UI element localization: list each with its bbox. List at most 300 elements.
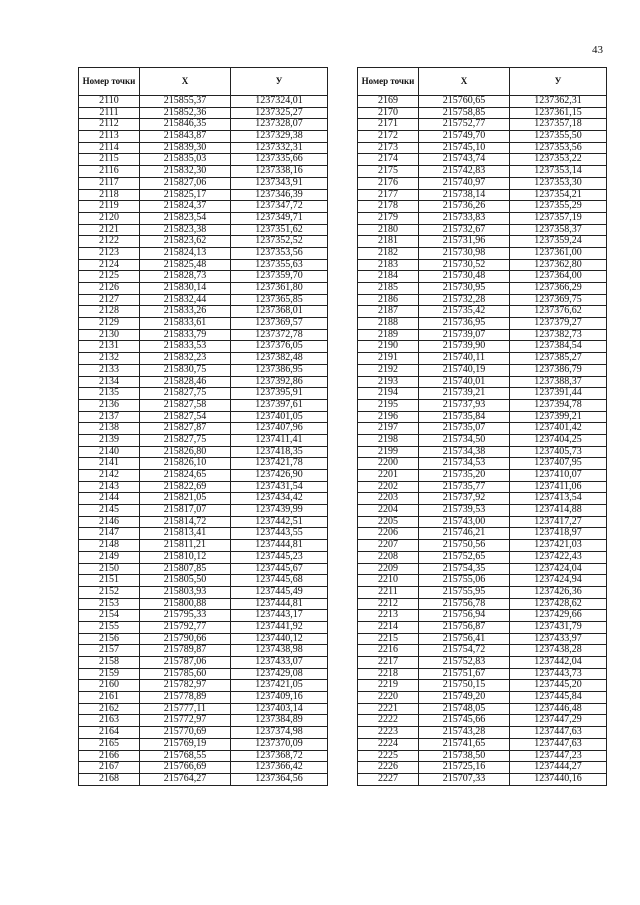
cell-x: 215778,89 bbox=[140, 692, 231, 704]
cell-y: 1237359,24 bbox=[510, 236, 607, 248]
cell-x: 215825,17 bbox=[140, 189, 231, 201]
cell-y: 1237329,38 bbox=[231, 131, 328, 143]
cell-x: 215737,93 bbox=[419, 399, 510, 411]
cell-x: 215707,33 bbox=[419, 773, 510, 785]
cell-y: 1237424,04 bbox=[510, 563, 607, 575]
cell-point-number: 2197 bbox=[358, 423, 419, 435]
table-row bbox=[358, 575, 607, 587]
cell-point-number: 2143 bbox=[79, 481, 140, 493]
cell-x: 215732,28 bbox=[419, 294, 510, 306]
cell-y: 1237376,62 bbox=[510, 306, 607, 318]
table-row bbox=[358, 154, 607, 166]
cell-point-number: 2175 bbox=[358, 166, 419, 178]
cell-x: 215770,69 bbox=[140, 727, 231, 739]
cell-point-number: 2206 bbox=[358, 528, 419, 540]
cell-y: 1237426,36 bbox=[510, 586, 607, 598]
cell-x: 215748,05 bbox=[419, 703, 510, 715]
table-row bbox=[79, 423, 328, 435]
cell-x: 215752,83 bbox=[419, 657, 510, 669]
cell-y: 1237382,48 bbox=[231, 353, 328, 365]
cell-y: 1237431,54 bbox=[231, 481, 328, 493]
cell-point-number: 2200 bbox=[358, 458, 419, 470]
table-row bbox=[79, 271, 328, 283]
cell-y: 1237353,22 bbox=[510, 154, 607, 166]
cell-point-number: 2162 bbox=[79, 703, 140, 715]
cell-y: 1237362,31 bbox=[510, 96, 607, 108]
table-row bbox=[358, 189, 607, 201]
table-row bbox=[358, 119, 607, 131]
cell-y: 1237357,19 bbox=[510, 212, 607, 224]
table-row bbox=[358, 598, 607, 610]
table-row bbox=[358, 586, 607, 598]
table-row bbox=[79, 119, 328, 131]
cell-point-number: 2140 bbox=[79, 446, 140, 458]
cell-point-number: 2195 bbox=[358, 399, 419, 411]
table-row bbox=[358, 563, 607, 575]
cell-x: 215828,73 bbox=[140, 271, 231, 283]
table-row bbox=[358, 458, 607, 470]
cell-point-number: 2148 bbox=[79, 540, 140, 552]
cell-x: 215736,95 bbox=[419, 318, 510, 330]
table-row bbox=[79, 353, 328, 365]
table-body-left bbox=[79, 96, 328, 786]
cell-x: 215735,42 bbox=[419, 306, 510, 318]
cell-point-number: 2218 bbox=[358, 668, 419, 680]
cell-x: 215730,52 bbox=[419, 259, 510, 271]
cell-point-number: 2168 bbox=[79, 773, 140, 785]
cell-y: 1237376,05 bbox=[231, 341, 328, 353]
cell-y: 1237374,98 bbox=[231, 727, 328, 739]
cell-y: 1237353,56 bbox=[510, 142, 607, 154]
cell-point-number: 2157 bbox=[79, 645, 140, 657]
cell-point-number: 2121 bbox=[79, 224, 140, 236]
cell-point-number: 2149 bbox=[79, 551, 140, 563]
cell-y: 1237411,06 bbox=[510, 481, 607, 493]
table-row bbox=[358, 329, 607, 341]
cell-y: 1237413,54 bbox=[510, 493, 607, 505]
table-row bbox=[358, 680, 607, 692]
cell-point-number: 2214 bbox=[358, 621, 419, 633]
table-row bbox=[358, 212, 607, 224]
cell-y: 1237325,27 bbox=[231, 107, 328, 119]
cell-point-number: 2110 bbox=[79, 96, 140, 108]
table-row bbox=[358, 423, 607, 435]
cell-point-number: 2158 bbox=[79, 657, 140, 669]
cell-point-number: 2210 bbox=[358, 575, 419, 587]
table-row bbox=[79, 294, 328, 306]
cell-x: 215824,65 bbox=[140, 470, 231, 482]
cell-point-number: 2182 bbox=[358, 247, 419, 259]
cell-y: 1237446,48 bbox=[510, 703, 607, 715]
cell-point-number: 2171 bbox=[358, 119, 419, 131]
cell-point-number: 2176 bbox=[358, 177, 419, 189]
cell-point-number: 2123 bbox=[79, 247, 140, 259]
cell-y: 1237445,23 bbox=[231, 551, 328, 563]
cell-point-number: 2138 bbox=[79, 423, 140, 435]
table-row bbox=[79, 598, 328, 610]
cell-point-number: 2132 bbox=[79, 353, 140, 365]
table-row bbox=[79, 247, 328, 259]
cell-point-number: 2116 bbox=[79, 166, 140, 178]
cell-x: 215823,62 bbox=[140, 236, 231, 248]
table-row bbox=[79, 458, 328, 470]
cell-y: 1237346,39 bbox=[231, 189, 328, 201]
cell-point-number: 2226 bbox=[358, 762, 419, 774]
cell-y: 1237433,97 bbox=[510, 633, 607, 645]
cell-point-number: 2153 bbox=[79, 598, 140, 610]
cell-point-number: 2147 bbox=[79, 528, 140, 540]
table-row bbox=[79, 668, 328, 680]
cell-x: 215821,05 bbox=[140, 493, 231, 505]
cell-y: 1237353,14 bbox=[510, 166, 607, 178]
cell-point-number: 2207 bbox=[358, 540, 419, 552]
cell-point-number: 2169 bbox=[358, 96, 419, 108]
cell-point-number: 2187 bbox=[358, 306, 419, 318]
cell-point-number: 2160 bbox=[79, 680, 140, 692]
cell-x: 215740,11 bbox=[419, 353, 510, 365]
cell-point-number: 2186 bbox=[358, 294, 419, 306]
cell-x: 215739,53 bbox=[419, 505, 510, 517]
cell-point-number: 2137 bbox=[79, 411, 140, 423]
table-row bbox=[79, 692, 328, 704]
table-row bbox=[79, 236, 328, 248]
cell-y: 1237442,51 bbox=[231, 516, 328, 528]
table-row bbox=[358, 621, 607, 633]
table-row bbox=[79, 364, 328, 376]
cell-y: 1237414,88 bbox=[510, 505, 607, 517]
cell-y: 1237401,05 bbox=[231, 411, 328, 423]
cell-point-number: 2179 bbox=[358, 212, 419, 224]
table-row bbox=[358, 294, 607, 306]
cell-x: 215852,36 bbox=[140, 107, 231, 119]
cell-x: 215833,26 bbox=[140, 306, 231, 318]
table-row bbox=[358, 750, 607, 762]
cell-x: 215827,75 bbox=[140, 388, 231, 400]
table-row bbox=[79, 306, 328, 318]
cell-x: 215752,77 bbox=[419, 119, 510, 131]
cell-x: 215745,10 bbox=[419, 142, 510, 154]
cell-point-number: 2204 bbox=[358, 505, 419, 517]
cell-x: 215811,21 bbox=[140, 540, 231, 552]
cell-x: 215752,65 bbox=[419, 551, 510, 563]
table-row bbox=[79, 166, 328, 178]
cell-y: 1237351,62 bbox=[231, 224, 328, 236]
table-row bbox=[358, 715, 607, 727]
coordinates-table-left bbox=[78, 67, 328, 786]
cell-x: 215756,87 bbox=[419, 621, 510, 633]
cell-point-number: 2183 bbox=[358, 259, 419, 271]
cell-point-number: 2124 bbox=[79, 259, 140, 271]
cell-y: 1237422,43 bbox=[510, 551, 607, 563]
table-row bbox=[358, 353, 607, 365]
cell-x: 215735,77 bbox=[419, 481, 510, 493]
cell-y: 1237417,27 bbox=[510, 516, 607, 528]
table-row bbox=[358, 493, 607, 505]
cell-x: 215754,35 bbox=[419, 563, 510, 575]
header-point-number: Номер точки bbox=[79, 68, 140, 96]
table-row bbox=[358, 446, 607, 458]
cell-x: 215832,30 bbox=[140, 166, 231, 178]
cell-x: 215817,07 bbox=[140, 505, 231, 517]
cell-point-number: 2198 bbox=[358, 434, 419, 446]
cell-x: 215826,10 bbox=[140, 458, 231, 470]
cell-y: 1237369,57 bbox=[231, 318, 328, 330]
cell-x: 215785,60 bbox=[140, 668, 231, 680]
cell-x: 215828,46 bbox=[140, 376, 231, 388]
cell-y: 1237438,98 bbox=[231, 645, 328, 657]
cell-point-number: 2193 bbox=[358, 376, 419, 388]
cell-x: 215807,85 bbox=[140, 563, 231, 575]
table-row bbox=[79, 551, 328, 563]
table-header-row bbox=[79, 68, 328, 96]
cell-y: 1237441,92 bbox=[231, 621, 328, 633]
cell-y: 1237447,23 bbox=[510, 750, 607, 762]
cell-y: 1237357,18 bbox=[510, 119, 607, 131]
cell-x: 215772,97 bbox=[140, 715, 231, 727]
cell-y: 1237444,81 bbox=[231, 540, 328, 552]
cell-y: 1237445,84 bbox=[510, 692, 607, 704]
cell-x: 215777,11 bbox=[140, 703, 231, 715]
cell-x: 215738,14 bbox=[419, 189, 510, 201]
cell-x: 215768,55 bbox=[140, 750, 231, 762]
cell-y: 1237358,37 bbox=[510, 224, 607, 236]
table-row bbox=[79, 107, 328, 119]
cell-point-number: 2201 bbox=[358, 470, 419, 482]
table-row bbox=[358, 201, 607, 213]
table-row bbox=[79, 610, 328, 622]
table-row bbox=[79, 738, 328, 750]
cell-y: 1237366,42 bbox=[231, 762, 328, 774]
cell-x: 215734,53 bbox=[419, 458, 510, 470]
table-row bbox=[358, 703, 607, 715]
cell-x: 215787,06 bbox=[140, 657, 231, 669]
header-x: X bbox=[419, 68, 510, 96]
cell-y: 1237407,96 bbox=[231, 423, 328, 435]
table-row bbox=[79, 563, 328, 575]
cell-point-number: 2120 bbox=[79, 212, 140, 224]
table-row bbox=[79, 96, 328, 108]
cell-point-number: 2178 bbox=[358, 201, 419, 213]
table-row bbox=[358, 668, 607, 680]
cell-x: 215792,77 bbox=[140, 621, 231, 633]
cell-point-number: 2221 bbox=[358, 703, 419, 715]
cell-y: 1237439,99 bbox=[231, 505, 328, 517]
table-row bbox=[79, 470, 328, 482]
cell-point-number: 2146 bbox=[79, 516, 140, 528]
cell-y: 1237364,00 bbox=[510, 271, 607, 283]
cell-y: 1237429,66 bbox=[510, 610, 607, 622]
cell-point-number: 2129 bbox=[79, 318, 140, 330]
cell-y: 1237397,61 bbox=[231, 399, 328, 411]
cell-x: 215827,58 bbox=[140, 399, 231, 411]
table-row bbox=[358, 738, 607, 750]
table-row bbox=[358, 610, 607, 622]
cell-x: 215743,00 bbox=[419, 516, 510, 528]
cell-x: 215737,92 bbox=[419, 493, 510, 505]
cell-x: 215822,69 bbox=[140, 481, 231, 493]
cell-y: 1237349,71 bbox=[231, 212, 328, 224]
cell-y: 1237418,97 bbox=[510, 528, 607, 540]
cell-point-number: 2217 bbox=[358, 657, 419, 669]
table-row bbox=[79, 773, 328, 785]
table-body-right bbox=[358, 96, 607, 786]
table-header-row bbox=[358, 68, 607, 96]
table-row bbox=[358, 773, 607, 785]
cell-y: 1237443,73 bbox=[510, 668, 607, 680]
cell-point-number: 2154 bbox=[79, 610, 140, 622]
cell-point-number: 2150 bbox=[79, 563, 140, 575]
cell-y: 1237434,42 bbox=[231, 493, 328, 505]
cell-point-number: 2133 bbox=[79, 364, 140, 376]
cell-y: 1237361,80 bbox=[231, 283, 328, 295]
cell-x: 215832,23 bbox=[140, 353, 231, 365]
cell-y: 1237386,95 bbox=[231, 364, 328, 376]
cell-y: 1237338,16 bbox=[231, 166, 328, 178]
cell-point-number: 2111 bbox=[79, 107, 140, 119]
cell-x: 215741,65 bbox=[419, 738, 510, 750]
table-row bbox=[79, 516, 328, 528]
cell-x: 215731,96 bbox=[419, 236, 510, 248]
table-row bbox=[79, 177, 328, 189]
cell-point-number: 2152 bbox=[79, 586, 140, 598]
table-row bbox=[79, 329, 328, 341]
cell-y: 1237447,29 bbox=[510, 715, 607, 727]
cell-point-number: 2191 bbox=[358, 353, 419, 365]
cell-x: 215790,66 bbox=[140, 633, 231, 645]
cell-x: 215739,07 bbox=[419, 329, 510, 341]
table-row bbox=[79, 750, 328, 762]
table-row bbox=[358, 306, 607, 318]
cell-point-number: 2159 bbox=[79, 668, 140, 680]
table-row bbox=[79, 399, 328, 411]
cell-x: 215803,93 bbox=[140, 586, 231, 598]
table-row bbox=[358, 551, 607, 563]
table-row bbox=[79, 154, 328, 166]
cell-x: 215740,01 bbox=[419, 376, 510, 388]
cell-y: 1237366,29 bbox=[510, 283, 607, 295]
cell-x: 215730,95 bbox=[419, 283, 510, 295]
cell-x: 215782,97 bbox=[140, 680, 231, 692]
cell-point-number: 2113 bbox=[79, 131, 140, 143]
cell-x: 215740,97 bbox=[419, 177, 510, 189]
cell-point-number: 2208 bbox=[358, 551, 419, 563]
cell-y: 1237404,25 bbox=[510, 434, 607, 446]
cell-point-number: 2205 bbox=[358, 516, 419, 528]
table-row bbox=[358, 247, 607, 259]
table-row bbox=[79, 505, 328, 517]
cell-point-number: 2190 bbox=[358, 341, 419, 353]
page-number: 43 bbox=[592, 44, 603, 56]
cell-point-number: 2151 bbox=[79, 575, 140, 587]
table-row bbox=[79, 411, 328, 423]
cell-y: 1237399,21 bbox=[510, 411, 607, 423]
cell-point-number: 2155 bbox=[79, 621, 140, 633]
cell-x: 215832,44 bbox=[140, 294, 231, 306]
table-row bbox=[358, 224, 607, 236]
cell-y: 1237361,15 bbox=[510, 107, 607, 119]
cell-point-number: 2130 bbox=[79, 329, 140, 341]
cell-y: 1237405,73 bbox=[510, 446, 607, 458]
table-row bbox=[358, 399, 607, 411]
cell-x: 215827,75 bbox=[140, 434, 231, 446]
cell-y: 1237391,44 bbox=[510, 388, 607, 400]
table-row bbox=[358, 692, 607, 704]
cell-x: 215846,35 bbox=[140, 119, 231, 131]
cell-point-number: 2122 bbox=[79, 236, 140, 248]
cell-x: 215823,54 bbox=[140, 212, 231, 224]
cell-x: 215745,66 bbox=[419, 715, 510, 727]
cell-y: 1237364,56 bbox=[231, 773, 328, 785]
cell-y: 1237355,63 bbox=[231, 259, 328, 271]
table-row bbox=[358, 259, 607, 271]
table-row bbox=[79, 575, 328, 587]
cell-point-number: 2194 bbox=[358, 388, 419, 400]
cell-point-number: 2212 bbox=[358, 598, 419, 610]
cell-x: 215735,07 bbox=[419, 423, 510, 435]
cell-point-number: 2139 bbox=[79, 434, 140, 446]
cell-point-number: 2144 bbox=[79, 493, 140, 505]
table-row bbox=[358, 540, 607, 552]
cell-point-number: 2189 bbox=[358, 329, 419, 341]
cell-point-number: 2215 bbox=[358, 633, 419, 645]
cell-x: 215758,85 bbox=[419, 107, 510, 119]
cell-y: 1237407,95 bbox=[510, 458, 607, 470]
cell-point-number: 2127 bbox=[79, 294, 140, 306]
cell-point-number: 2167 bbox=[79, 762, 140, 774]
cell-point-number: 2227 bbox=[358, 773, 419, 785]
cell-point-number: 2213 bbox=[358, 610, 419, 622]
cell-y: 1237442,04 bbox=[510, 657, 607, 669]
cell-y: 1237443,55 bbox=[231, 528, 328, 540]
table-row bbox=[79, 341, 328, 353]
cell-y: 1237447,63 bbox=[510, 727, 607, 739]
cell-point-number: 2115 bbox=[79, 154, 140, 166]
cell-y: 1237447,63 bbox=[510, 738, 607, 750]
cell-point-number: 2219 bbox=[358, 680, 419, 692]
cell-point-number: 2135 bbox=[79, 388, 140, 400]
table-row bbox=[79, 212, 328, 224]
cell-x: 215736,26 bbox=[419, 201, 510, 213]
cell-y: 1237426,90 bbox=[231, 470, 328, 482]
cell-x: 215825,48 bbox=[140, 259, 231, 271]
header-point-number: Номер точки bbox=[358, 68, 419, 96]
cell-x: 215795,33 bbox=[140, 610, 231, 622]
table-row bbox=[79, 388, 328, 400]
cell-x: 215839,30 bbox=[140, 142, 231, 154]
table-row bbox=[79, 703, 328, 715]
table-row bbox=[79, 318, 328, 330]
cell-x: 215749,20 bbox=[419, 692, 510, 704]
cell-point-number: 2222 bbox=[358, 715, 419, 727]
table-row bbox=[358, 271, 607, 283]
cell-x: 215739,90 bbox=[419, 341, 510, 353]
cell-x: 215827,54 bbox=[140, 411, 231, 423]
cell-y: 1237433,07 bbox=[231, 657, 328, 669]
cell-point-number: 2173 bbox=[358, 142, 419, 154]
cell-point-number: 2184 bbox=[358, 271, 419, 283]
cell-y: 1237379,27 bbox=[510, 318, 607, 330]
cell-point-number: 2203 bbox=[358, 493, 419, 505]
cell-x: 215734,38 bbox=[419, 446, 510, 458]
cell-point-number: 2185 bbox=[358, 283, 419, 295]
cell-x: 215823,38 bbox=[140, 224, 231, 236]
cell-y: 1237428,62 bbox=[510, 598, 607, 610]
table-row bbox=[358, 762, 607, 774]
cell-point-number: 2131 bbox=[79, 341, 140, 353]
cell-point-number: 2180 bbox=[358, 224, 419, 236]
cell-x: 215769,19 bbox=[140, 738, 231, 750]
cell-y: 1237438,28 bbox=[510, 645, 607, 657]
